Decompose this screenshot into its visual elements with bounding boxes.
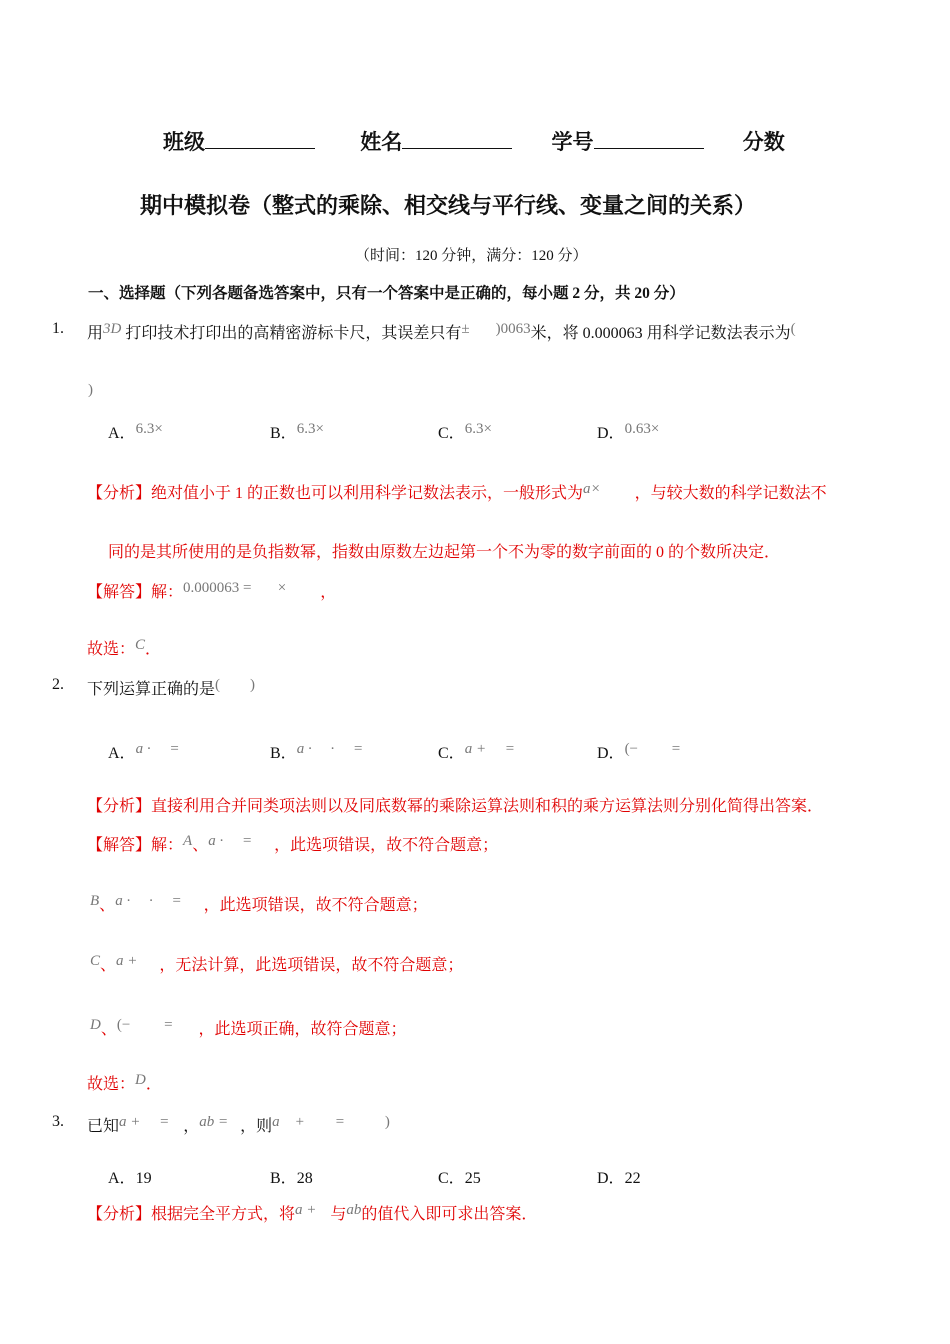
m: B (90, 893, 100, 909)
t: 【分析】 (87, 1206, 152, 1223)
q2-step-d (90, 1016, 407, 1039)
name-blank[interactable] (402, 130, 512, 149)
t: ，此选项错误，故不符合题意； (203, 897, 428, 914)
l: B． (270, 1170, 297, 1187)
q3-option-d[interactable] (597, 1165, 641, 1188)
m: (− = (624, 741, 681, 757)
q1-option-c[interactable] (438, 420, 492, 443)
q2-step-c (90, 952, 463, 975)
t: 绝对值小于 1 的正数也可以利用科学记数法表示，一般形式为 (151, 485, 584, 502)
l: A． (108, 425, 136, 442)
l: C． (438, 745, 465, 762)
math: )0063 (495, 321, 531, 337)
q2-answer (87, 832, 498, 855)
m: (− = (116, 1017, 173, 1033)
q1-paren-close: ) (88, 382, 93, 398)
header-fields (163, 126, 785, 156)
l: D． (597, 745, 625, 762)
t: 、 (100, 1021, 117, 1038)
m: a× (583, 481, 601, 497)
math: 3D (103, 321, 122, 337)
m: C (135, 637, 146, 653)
q2-option-c[interactable] (438, 740, 515, 763)
class-blank[interactable] (205, 130, 315, 149)
m: D (90, 1017, 101, 1033)
q2-option-b[interactable] (270, 740, 363, 763)
m: a · = (135, 741, 180, 757)
t: ，此选项错误，故不符合题意； (274, 837, 499, 854)
q1-option-b[interactable] (270, 420, 324, 443)
l: C． (438, 425, 465, 442)
t: 的值代入即可求出答案． (361, 1206, 538, 1223)
q2-option-a[interactable] (108, 740, 179, 763)
q1-answer (87, 579, 336, 602)
t: 解： (151, 837, 184, 854)
q2-number: 2. (52, 676, 64, 693)
v: 19 (135, 1170, 152, 1187)
l: A． (108, 1170, 136, 1187)
t: ，此选项正确，故符合题意； (198, 1021, 407, 1038)
math: ± (461, 321, 470, 337)
t: 解： (151, 584, 184, 601)
l: B． (270, 745, 297, 762)
q1-text (87, 320, 796, 343)
q3-analysis (87, 1201, 537, 1224)
t: 【解答】 (87, 584, 152, 601)
t: 【解答】 (87, 837, 152, 854)
q1-option-d[interactable] (597, 420, 659, 443)
v: 25 (464, 1170, 481, 1187)
q1-analysis (87, 480, 827, 503)
l: D． (597, 425, 625, 442)
t: 已知 (87, 1118, 120, 1135)
m: ( ) (215, 677, 256, 693)
id-blank[interactable] (594, 130, 704, 149)
m: 6.3× (135, 421, 163, 437)
q1-number: 1. (52, 320, 64, 337)
m: 0.63× (624, 421, 660, 437)
t: 直接利用合并同类项法则以及同底数幂的乘除运算法则和积的乘方运算法则分别化简得出答案． (151, 798, 824, 815)
v: 22 (624, 1170, 641, 1187)
m: C (90, 953, 101, 969)
m: a + = (272, 1114, 345, 1130)
t: ，无法计算，此选项错误，故不符合题意； (159, 957, 464, 974)
t: 、 (192, 837, 209, 854)
page-title: 期中模拟卷（整式的乘除、相交线与平行线、变量之间的关系） (140, 193, 757, 218)
t: 故选： (87, 1076, 136, 1093)
m: a · = (208, 833, 253, 849)
t: 、 (100, 957, 117, 974)
m: D (135, 1072, 146, 1088)
class-label: 班级 (163, 130, 205, 154)
id-label: 学号 (551, 130, 594, 154)
section-heading: 一、选择题（下列各题备选答案中，只有一个答案中是正确的，每小题 2 分，共 20 分） (88, 285, 685, 302)
math: ( (790, 321, 796, 337)
m: a + (295, 1202, 317, 1218)
t: 用 (87, 325, 104, 342)
t: ，则 (240, 1118, 273, 1135)
m: 0.000063 = × (183, 580, 287, 596)
q1-option-a[interactable] (108, 420, 163, 443)
q3-number: 3. (52, 1113, 64, 1130)
l: B． (270, 425, 297, 442)
subtitle: （时间：120 分钟，满分：120 分） (355, 248, 588, 264)
t: 【分析】 (87, 798, 152, 815)
q2-text (87, 676, 255, 699)
v: 28 (296, 1170, 313, 1187)
t: 故选： (87, 641, 136, 658)
t: 下列运算正确的是 (87, 681, 216, 698)
m: ab = (199, 1114, 229, 1130)
q2-analysis (87, 793, 823, 816)
l: D． (597, 1170, 625, 1187)
score-label: 分数 (742, 130, 785, 154)
m: a + = (464, 741, 515, 757)
m: a + (116, 953, 138, 969)
t: 根据完全平方式，将 (151, 1206, 296, 1223)
q2-option-d[interactable] (597, 740, 680, 763)
t: 、 (99, 897, 116, 914)
m: A (183, 833, 193, 849)
t: ，与较大数的科学记数法不 (634, 485, 827, 502)
l: C． (438, 1170, 465, 1187)
t: ， (320, 584, 337, 601)
m: ) (384, 1114, 390, 1130)
m: a + = (119, 1114, 170, 1130)
q2-step-b (90, 892, 428, 915)
t: 打印技术打印出的高精密游标卡尺，其误差只有 (125, 325, 462, 342)
t: ． (145, 1076, 162, 1093)
t: 米，将 0.000063 用科学记数法表示为 (530, 325, 791, 342)
q3-text (87, 1113, 390, 1136)
l: A． (108, 745, 136, 762)
t: 【分析】 (87, 485, 152, 502)
m: 6.3× (296, 421, 324, 437)
m: 6.3× (464, 421, 492, 437)
q2-choice (87, 1071, 162, 1094)
q1-choice (87, 636, 161, 659)
q3-option-b[interactable] (270, 1165, 313, 1188)
t: ， (183, 1118, 200, 1135)
t: ． (145, 641, 162, 658)
m: a · · = (296, 741, 364, 757)
t: 与 (330, 1206, 347, 1223)
m: a · · = (115, 893, 182, 909)
q3-option-a[interactable] (108, 1165, 152, 1188)
q1-analysis-cont: 同的是其所使用的是负指数幂，指数由原数左边起第一个不为零的数字前面的 0 的个数所决定． (108, 544, 781, 561)
q3-option-c[interactable] (438, 1165, 481, 1188)
name-label: 姓名 (360, 130, 403, 154)
m: ab (346, 1202, 362, 1218)
